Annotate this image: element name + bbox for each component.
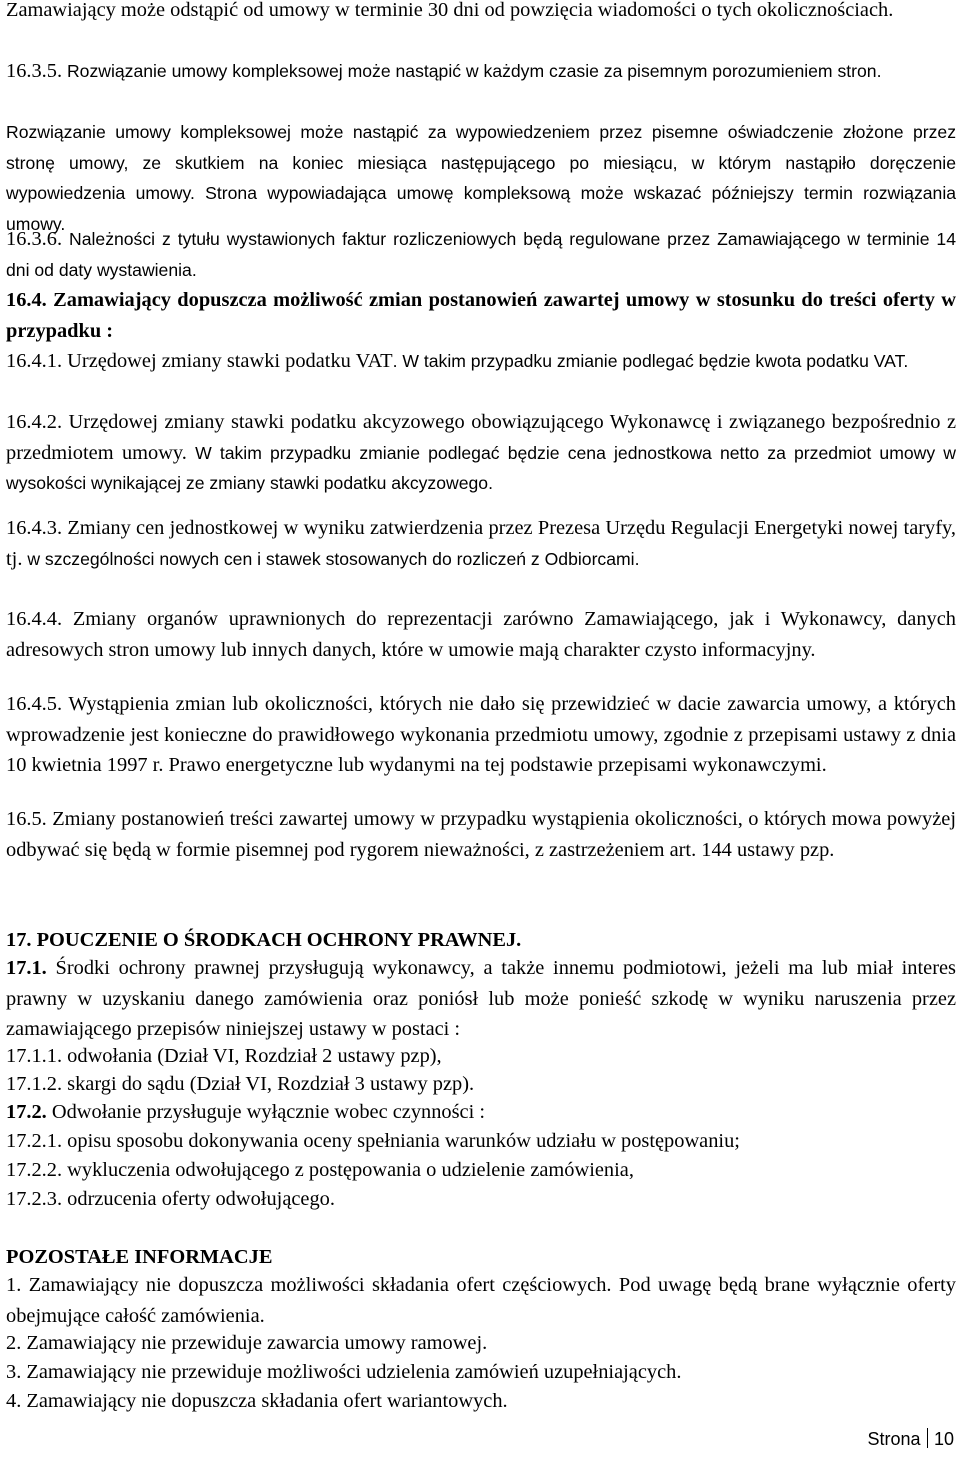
paragraph-16-5 [6,804,956,865]
paragraph-16-4-3 [6,513,956,574]
clause-text: Należności z tytułu wystawionych faktur rozliczeniowych będą regulowane przez Zamawiającego w terminie 14 dni od daty wystawienia. [6,229,956,280]
clause-text: Urzędowej zmiany stawki podatku VAT [62,350,393,372]
other-info-item-2: 2. Zamawiający nie przewiduje zawarcia umowy ramowej. [6,1332,488,1354]
paragraph-termination-notice [6,117,956,239]
clause-text-continued: W takim przypadku zmianie podlegać będzie cena jednostkowa netto za przedmiot umowy w wysokości wynikającej ze zmiany stawki podatku akcyzowego. [6,442,957,494]
clause-text: Środki ochrony prawnej przysługują wykonawcy, a także innemu podmiotowi, jeżeli ma lub miał interes prawny w uzyskaniu danego zamówienia oraz poniósł lub może ponieść szkodę w wyniku naruszenia przez zamawiającego przepisów niniejszej ustawy w postaci : [6,957,956,1041]
clause-number: 16.3.6. [6,228,63,250]
paragraph-16-4-4 [6,604,956,665]
other-info-heading: POZOSTAŁE INFORMACJE [6,1246,273,1268]
clause-text-continued: w szczególności nowych cen i stawek stosowanych do rozliczeń z Odbiorcami. [22,548,640,569]
clause-text-continued: . W takim przypadku zmianie podlegać będzie kwota podatku VAT. [392,351,909,371]
paragraph-text: Rozwiązanie umowy kompleksowej może nastąpić za wypowiedzeniem przez pisemne oświadczenie złożone przez stronę umowy, ze skutkiem na koniec miesiąca następującego po miesiącu, w którym nastąpiło doręczenie wypowiedzenia umowy. [6,122,956,204]
page-number: 10 [933,1429,954,1449]
clause-number: 16.5. [6,808,47,830]
paragraph-17-2 [6,1097,956,1128]
paragraph-text: Zamawiający może odstąpić od umowy w terminie 30 dni od powzięcia wiadomości o tych okolicznościach. [6,0,894,21]
clause-number: 16.4.3. [6,517,63,539]
paragraph-16-3-6 [6,224,956,285]
paragraph-16-4-1 [6,346,956,377]
other-info-item-4: 4. Zamawiający nie dopuszcza składania ofert wariantowych. [6,1390,508,1412]
clause-number: 16.4. [6,289,47,311]
footer-label: Strona [867,1429,921,1449]
paragraph-16-4-2 [6,407,956,499]
paragraph-17-1 [6,953,956,1045]
section-17-heading: 17. POUCZENIE O ŚRODKACH OCHRONY PRAWNEJ. [6,929,522,951]
clause-text: Zmiany postanowień treści zawartej umowy w przypadku wystąpienia okoliczności, o których mowa powyżej odbywać się będą w formie pisemnej pod rygorem nieważności, z zastrzeżeniem art. 144 ustawy pzp. [6,808,956,861]
clause-number: 17.2. [6,1101,47,1123]
clause-number: 17.1. [6,957,47,979]
list-item-17-1-1: 17.1.1. odwołania (Dział VI, Rozdział 2 ustawy pzp), [6,1045,442,1067]
clause-text: Zmiany organów uprawnionych do reprezentacji zarówno Zamawiającego, jak i Wykonawcy, danych adresowych stron umowy lub innych danych, które w umowie mają charakter czysto informacyjny. [6,608,956,661]
clause-heading: Zamawiający dopuszcza możliwość zmian postanowień zawartej umowy w stosunku do treści oferty w przypadku : [6,289,956,342]
clause-text: Rozwiązanie umowy kompleksowej może nastąpić w każdym czasie za pisemnym porozumieniem stron. [62,61,882,81]
footer-separator [927,1428,928,1448]
list-item-17-1-2: 17.1.2. skargi do sądu (Dział VI, Rozdział 3 ustawy pzp). [6,1073,475,1095]
paragraph-withdrawal [6,0,956,26]
other-info-item-3: 3. Zamawiający nie przewiduje możliwości udzielenia zamówień uzupełniających. [6,1361,682,1383]
clause-text: Wystąpienia zmian lub okoliczności, których nie dało się przewidzieć w dacie zawarcia umowy, a których wprowadzenie jest konieczne do prawidłowego wykonania przedmiotu umowy, zgodnie z przepisami ustawy z dnia 10 kwietnia 1997 r. Prawo energetyczne lub wydanymi na tej podstawie przepisami wykonawczymi. [6,693,956,777]
clause-number: 16.3.5. [6,60,63,82]
clause-text: Zmiany cen jednostkowej w wyniku zatwierdzenia przez Prezesa Urzędu Regulacji Energetyki nowej taryfy, tj. [6,517,956,570]
paragraph-text-continued: Strona wypowiadająca umowę kompleksową może wskazać późniejszy termin rozwiązania umowy. [6,183,957,234]
clause-number: 16.4.4. [6,608,63,630]
heading-16-4 [6,285,956,346]
list-item-17-2-3: 17.2.3. odrzucenia oferty odwołującego. [6,1188,335,1210]
list-item-17-2-2: 17.2.2. wykluczenia odwołującego z postępowania o udzielenie zamówienia, [6,1159,634,1181]
clause-text: Urzędowej zmiany stawki podatku akcyzowego obowiązującego Wykonawcę i związanego bezpośrednio z przedmiotem umowy. [6,411,956,464]
paragraph-16-4-5 [6,689,956,781]
page-footer [868,1428,954,1450]
clause-number: 16.4.1. [6,350,63,372]
other-info-item-1: 1. Zamawiający nie dopuszcza możliwości składania ofert częściowych. Pod uwagę będą brane wyłącznie oferty obejmujące całość zamówienia. [6,1274,956,1327]
list-item-17-2-1: 17.2.1. opisu sposobu dokonywania oceny spełniania warunków udziału w postępowaniu; [6,1130,740,1152]
clause-number: 16.4.2. [6,411,63,433]
paragraph-16-3-5 [6,56,956,87]
clause-number: 16.4.5. [6,693,63,715]
clause-text: Odwołanie przysługuje wyłącznie wobec czynności : [46,1101,486,1123]
